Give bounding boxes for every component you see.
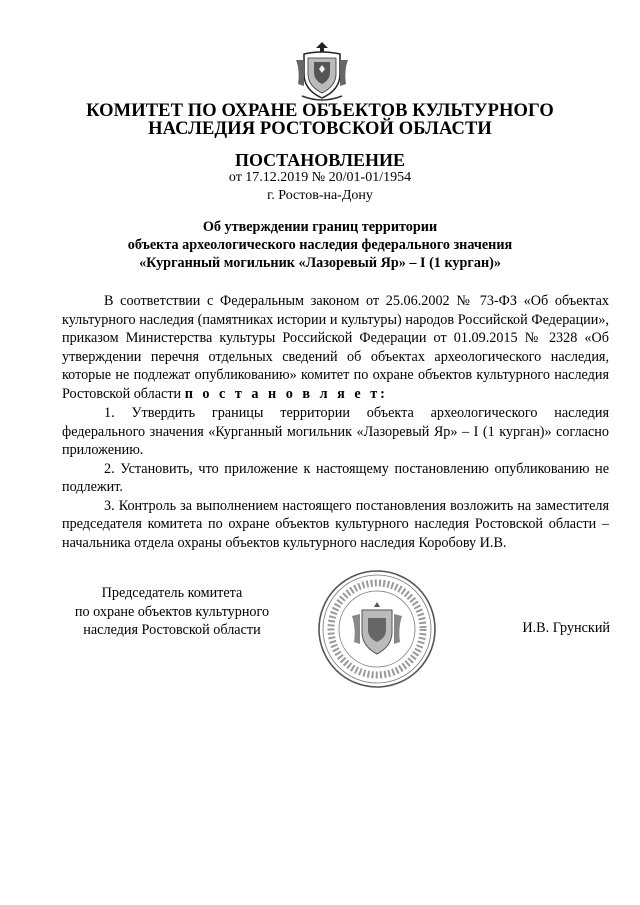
document-type: ПОСТАНОВЛЕНИЕ xyxy=(234,150,406,170)
subject-line-3: «Курганный могильник «Лазоревый Яр» – I (1 курган)» xyxy=(139,255,501,271)
signatory-position-line-3: наследия Ростовской области xyxy=(83,622,261,638)
decree-item-1: 1. Утвердить границы территории объекта археологического наследия федерального значения «Курганный могильник «Лазоревый Яр» – I (1 курган)» согласно приложению. xyxy=(62,405,609,458)
signatory-position-line-1: Председатель комитета xyxy=(101,585,243,601)
signatory-position xyxy=(62,584,282,640)
coat-of-arms-icon xyxy=(294,40,350,104)
subject-line-1: Об утверждении границ территории xyxy=(202,219,438,235)
preamble-text: В соответствии с Федеральным законом от 25.06.2002 № 73-ФЗ «Об объектах культурного наследия (памятниках истории и культуры) народов Российской Федерации», приказом Министерства культуры Российской Федерации от 01.09.2015 № 2328 «Об утверждении перечня отдельных сведений об объектах археологического наследия, которые не подлежат опубликованию» комитет по охране объектов культурного наследия Ростовской области xyxy=(62,293,609,402)
document-city: г. Ростов-на-Дону xyxy=(267,188,373,203)
decree-item-3: 3. Контроль за выполнением настоящего постановления возложить на заместителя председателя комитета по охране объектов культурного наследия Ростовской области – начальника отдела охраны объектов культурного наследия Коробову И.В. xyxy=(62,497,609,551)
organization-name-line-1: КОМИТЕТ ПО ОХРАНЕ ОБЪЕКТОВ КУЛЬТУРНОГО xyxy=(86,101,554,121)
decree-items xyxy=(62,404,609,552)
decree-word: п о с т а н о в л я е т: xyxy=(184,385,388,402)
decree-item-2: 2. Установить, что приложение к настоящему постановлению опубликованию не подлежит. xyxy=(62,460,609,495)
preamble-paragraph xyxy=(62,292,609,403)
seal-icon xyxy=(316,568,438,690)
signatory-name: И.В. Грунский xyxy=(522,620,610,636)
signatory-position-line-2: по охране объектов культурного xyxy=(74,603,270,620)
document-number: от 17.12.2019 № 20/01-01/1954 xyxy=(228,170,412,185)
subject-line-2: объекта археологического наследия федерального значения xyxy=(127,237,513,253)
organization-name-line-2: НАСЛЕДИЯ РОСТОВСКОЙ ОБЛАСТИ xyxy=(148,119,492,139)
